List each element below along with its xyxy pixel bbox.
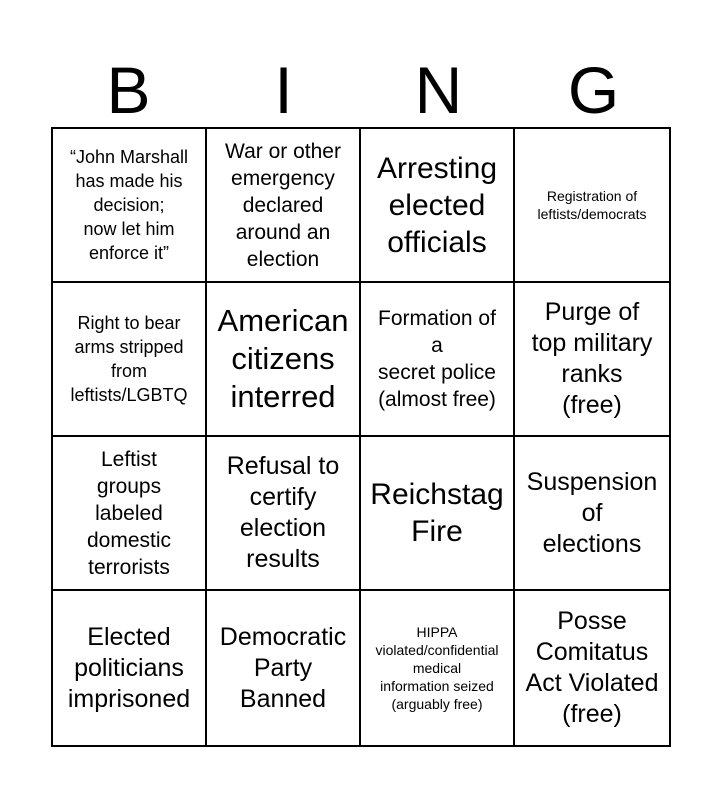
bingo-cell[interactable]: Elected politicians imprisoned — [53, 591, 207, 745]
bingo-cell[interactable]: Posse Comitatus Act Violated (free) — [525, 607, 659, 728]
bingo-cell[interactable]: “John Marshall has made his decision; now let him enforce it” — [53, 129, 207, 283]
bingo-cell[interactable]: War or other emergency declared around an election — [207, 129, 361, 283]
bingo-cell[interactable]: Leftist groups labeled domestic terrorists — [53, 437, 207, 591]
bingo-cell[interactable]: Registration of leftists/democrats — [515, 129, 669, 283]
bingo-header — [51, 55, 671, 125]
bingo-cell[interactable]: Arresting elected officials — [361, 129, 515, 283]
header-letter-b: B — [106, 53, 151, 127]
bingo-cell[interactable]: Right to bear arms stripped from leftists/LGBTQ — [53, 283, 207, 437]
bingo-board — [51, 127, 671, 747]
bingo-cell[interactable]: Suspension of elections — [515, 437, 669, 591]
bingo-cell[interactable]: American citizens interred — [207, 283, 361, 437]
header-letter-i: I — [274, 53, 293, 127]
header-letter-n: N — [414, 53, 463, 127]
bingo-cell[interactable]: HIPPA violated/confidential medical information seized (arguably free) — [361, 591, 515, 745]
header-letter-g: G — [567, 53, 620, 127]
bingo-cell[interactable]: Purge of top military ranks (free) — [515, 283, 669, 437]
bingo-cell[interactable]: Refusal to certify election results — [207, 437, 361, 591]
bingo-cell[interactable]: Formation of a secret police (almost free) — [361, 283, 515, 437]
bingo-cell[interactable]: Reichstag Fire — [361, 437, 515, 591]
bingo-cell[interactable]: Democratic Party Banned — [207, 591, 361, 745]
